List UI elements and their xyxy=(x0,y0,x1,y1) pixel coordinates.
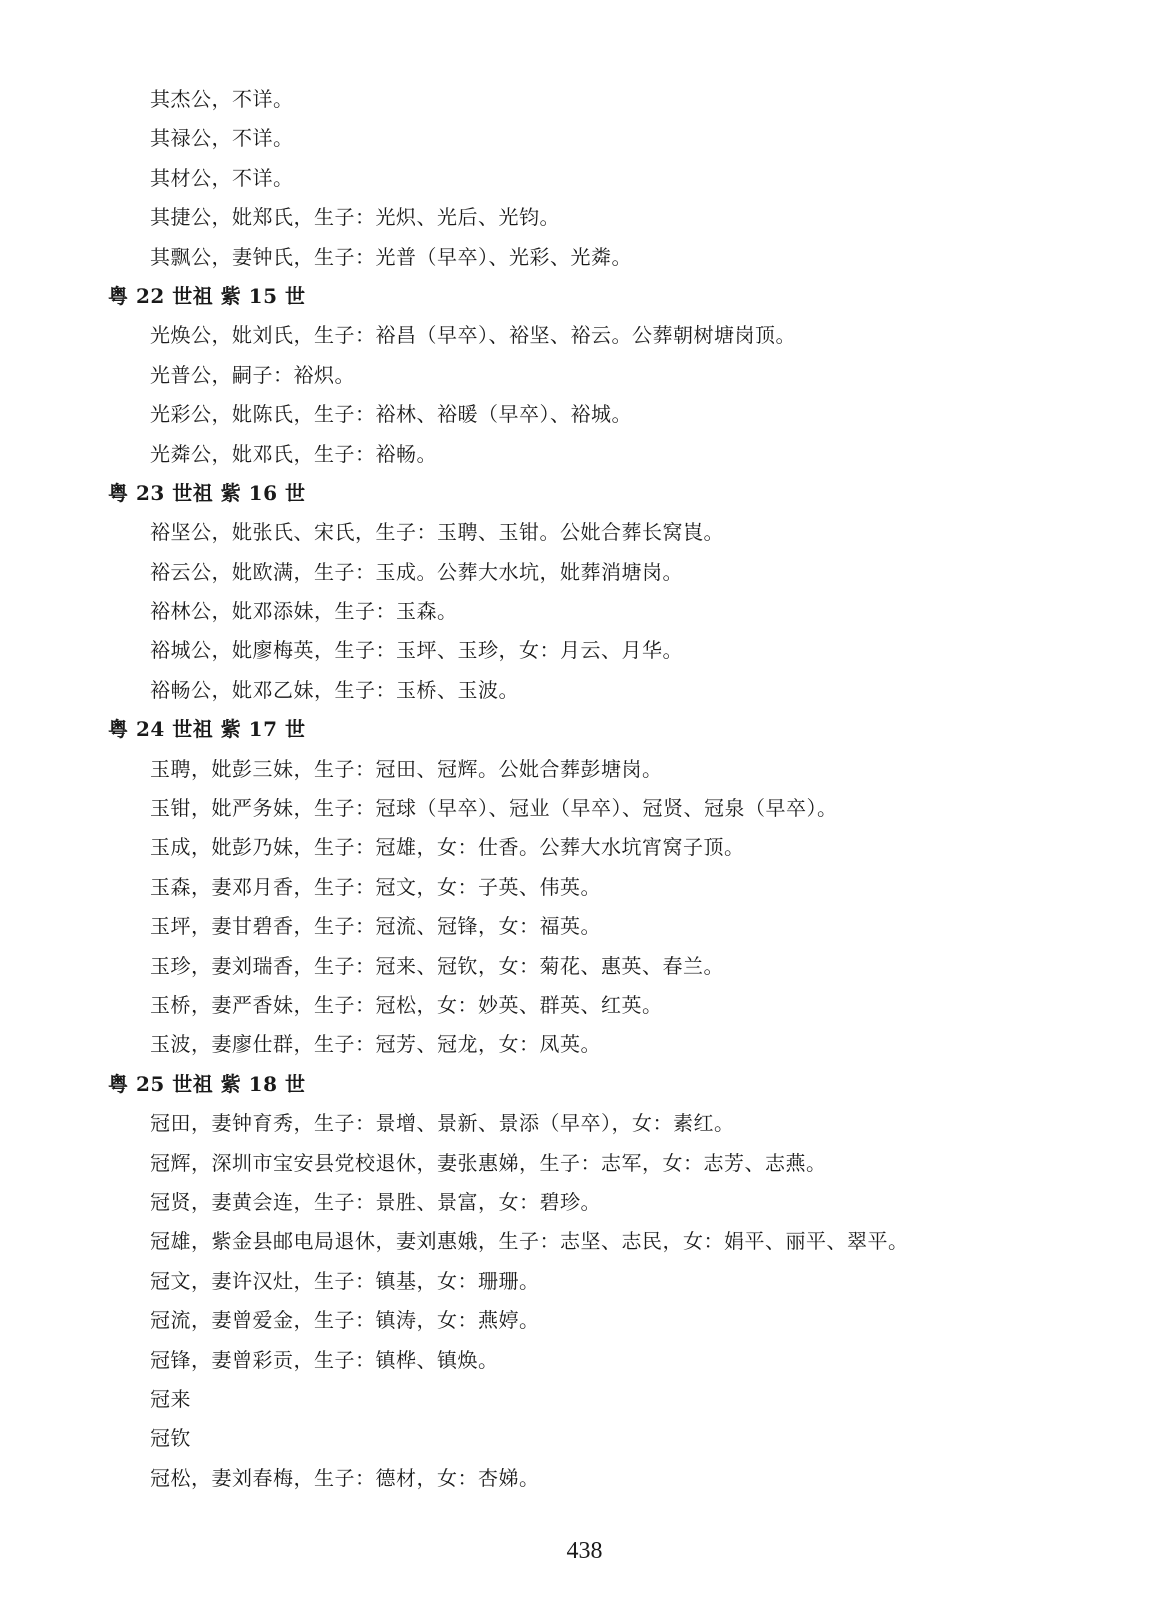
genealogy-entry: 冠辉，深圳市宝安县党校退休，妻张惠娣，生子：志军，女：志芳、志燕。 xyxy=(150,1150,827,1175)
genealogy-entry: 裕城公，妣廖梅英，生子：玉坪、玉珍，女：月云、月华。 xyxy=(150,638,683,663)
page-number: 438 xyxy=(566,1538,603,1564)
genealogy-entry: 裕云公，妣欧满，生子：玉成。公葬大水坑，妣葬消塘岗。 xyxy=(150,559,683,584)
genealogy-entry: 冠钦 xyxy=(150,1426,191,1451)
genealogy-entry: 裕坚公，妣张氏、宋氏，生子：玉聘、玉钳。公妣合葬长窝崀。 xyxy=(150,520,724,545)
genealogy-entry: 玉波，妻廖仕群，生子：冠芳、冠龙，女：凤英。 xyxy=(150,1032,601,1057)
generation-heading: 粤 25 世祖 紫 18 世 xyxy=(108,1071,306,1096)
genealogy-entry: 光粦公，妣邓氏，生子：裕畅。 xyxy=(150,441,437,466)
genealogy-entry: 冠文，妻许汉灶，生子：镇基，女：珊珊。 xyxy=(150,1268,540,1293)
genealogy-entry: 玉桥，妻严香妹，生子：冠松，女：妙英、群英、红英。 xyxy=(150,992,663,1017)
genealogy-text xyxy=(108,84,1128,1502)
genealogy-entry: 光普公，嗣子：裕炽。 xyxy=(150,362,355,387)
genealogy-entry: 裕畅公，妣邓乙妹，生子：玉桥、玉波。 xyxy=(150,677,519,702)
genealogy-entry: 冠流，妻曾爱金，生子：镇涛，女：燕婷。 xyxy=(150,1308,540,1333)
genealogy-entry: 冠锋，妻曾彩贡，生子：镇桦、镇焕。 xyxy=(150,1347,499,1372)
genealogy-entry: 玉钳，妣严务妹，生子：冠球（早卒）、冠业（早卒）、冠贤、冠泉（早卒）。 xyxy=(150,796,838,821)
genealogy-entry: 冠田，妻钟育秀，生子：景增、景新、景添（早卒），女：素红。 xyxy=(150,1111,735,1136)
genealogy-entry: 冠松，妻刘春梅，生子：德材，女：杏娣。 xyxy=(150,1465,540,1490)
generation-heading: 粤 22 世祖 紫 15 世 xyxy=(108,283,306,308)
genealogy-entry: 玉坪，妻甘碧香，生子：冠流、冠锋，女：福英。 xyxy=(150,914,601,939)
genealogy-entry: 玉成，妣彭乃妹，生子：冠雄，女：仕香。公葬大水坑宵窝子顶。 xyxy=(150,835,745,860)
genealogy-entry: 冠来 xyxy=(150,1386,191,1411)
genealogy-entry: 玉珍，妻刘瑞香，生子：冠来、冠钦，女：菊花、惠英、春兰。 xyxy=(150,953,724,978)
genealogy-entry: 光彩公，妣陈氏，生子：裕林、裕暖（早卒）、裕城。 xyxy=(150,402,632,427)
genealogy-entry: 其杰公，不详。 xyxy=(150,87,294,111)
genealogy-entry: 其飘公，妻钟氏，生子：光普（早卒）、光彩、光粦。 xyxy=(150,244,632,269)
genealogy-entry: 光焕公，妣刘氏，生子：裕昌（早卒）、裕坚、裕云。公葬朝树塘岗顶。 xyxy=(150,323,796,348)
genealogy-entry: 玉森，妻邓月香，生子：冠文，女：子英、伟英。 xyxy=(150,874,601,899)
genealogy-entry: 裕林公，妣邓添妹，生子：玉森。 xyxy=(150,599,458,624)
genealogy-entry: 冠雄，紫金县邮电局退休，妻刘惠娥，生子：志坚、志民，女：娟平、丽平、翠平。 xyxy=(150,1229,909,1254)
genealogy-entry: 其禄公，不详。 xyxy=(150,126,294,151)
generation-heading: 粤 24 世祖 紫 17 世 xyxy=(108,717,306,742)
generation-heading: 粤 23 世祖 紫 16 世 xyxy=(108,480,306,505)
genealogy-entry: 冠贤，妻黄会连，生子：景胜、景富，女：碧珍。 xyxy=(150,1189,601,1214)
genealogy-entry: 其捷公，妣郑氏，生子：光炽、光后、光钧。 xyxy=(150,205,560,230)
genealogy-entry: 其材公，不详。 xyxy=(150,165,294,190)
genealogy-entry: 玉聘，妣彭三妹，生子：冠田、冠辉。公妣合葬彭塘岗。 xyxy=(150,756,663,781)
